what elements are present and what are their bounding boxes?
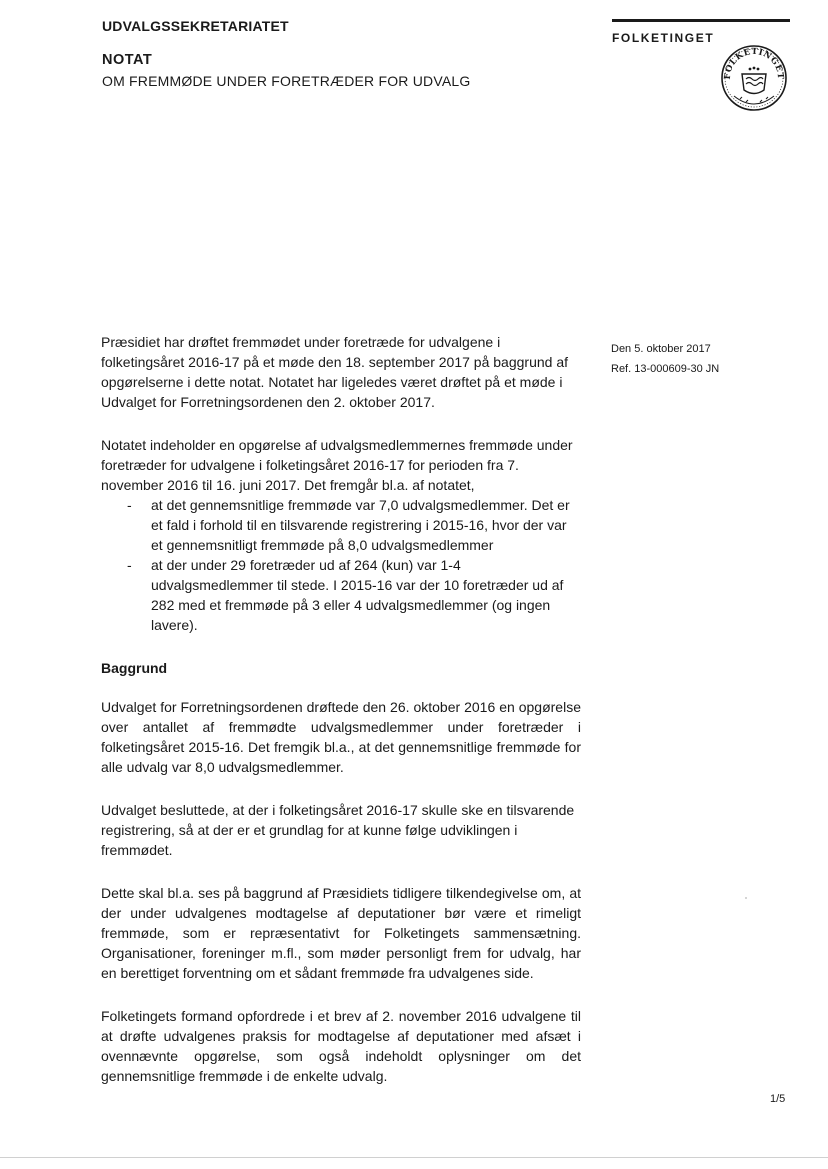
bullet-item: - at det gennemsnitlige fremmøde var 7,0 udvalgsmedlemmer. Det er et fald i forhold til en tilsvarende registrering i 2015-16, hvor der var et gennemsnitligt fremmøde på 8,0 udvalgsmedlemmer <box>151 495 581 555</box>
bullet-item: - at der under 29 foretræder ud af 264 (kun) var 1-4 udvalgsmedlemmer til stede. I 2015-16 var der 10 foretræder ud af 282 med et fremmøde på 3 eller 4 udvalgsmedlemmer (og ingen lavere). <box>151 555 581 635</box>
paragraph-6: Folketingets formand opfordrede i et brev af 2. november 2016 udvalgene til at drøfte udvalgenes praksis for modtagelse af deputationer med afsæt i ovennævnte opgørelse, som også indeholdt oplysninger om det gennemsnitlige fremmøde i de enkelte udvalg. <box>101 1008 581 1084</box>
document-type: NOTAT <box>102 52 153 68</box>
page-number: 1/5 <box>770 1093 786 1105</box>
section-heading: Baggrund <box>101 660 168 676</box>
scan-speck <box>745 897 747 899</box>
paragraph-2: Notatet indeholder en opgørelse af udvalgsmedlemmernes fremmøde under foretræder for udvalgene i folketingsåret 2016-17 for perioden fra 7. november 2016 til 16. juni 2017. Det fremgår bl.a. af notatet, <box>101 437 573 493</box>
document-body <box>101 332 581 1109</box>
document-subtitle: OM FREMMØDE UNDER FORETRÆDER FOR UDVALG <box>102 73 471 89</box>
paragraph-3: Udvalget for Forretningsordenen drøftede den 26. oktober 2016 en opgørelse over antallet af fremmødte udvalgsmedlemmer under foretræder i folketingsåret 2015-16. Det fremgik bl.a., at det gennemsnitlige fremmøde for alle udvalg var 8,0 udvalgsmedlemmer. <box>101 699 581 775</box>
page-bottom-edge <box>0 1157 828 1158</box>
paragraph-1: Præsidiet har drøftet fremmødet under foretræde for udvalgene i folketingsåret 2016-17 på et møde den 18. september 2017 på baggrund af opgørelserne i dette notat. Notatet har ligeledes været drøftet på et møde i Udvalget for Forretningsordenen den 2. oktober 2017. <box>101 334 568 410</box>
seal-text: FOLKETINGET <box>722 46 786 80</box>
folketinget-seal-icon <box>720 44 788 112</box>
paragraph-4: Udvalget besluttede, at der i folketingsåret 2016-17 skulle ske en tilsvarende registrering, så at der er et grundlag for at kunne følge udviklingen i fremmødet. <box>101 802 575 858</box>
document-meta <box>611 339 719 379</box>
paragraph-5: Dette skal bl.a. ses på baggrund af Præsidiets tidligere tilkendegivelse om, at der under udvalgenes modtagelse af deputationer bør være et rimeligt fremmøde, som er repræsentativt for Folketingets sammensætning. Organisationer, foreninger m.fl., som møder personligt frem for udvalg, har en berettiget forventning om et sådant fremmøde fra udvalgenes side. <box>101 885 581 981</box>
document-date: Den 5. oktober 2017 <box>611 343 711 355</box>
svg-text:FOLKETINGET <box>723 47 785 80</box>
header-rule <box>612 19 790 22</box>
summary-bullets <box>101 495 581 635</box>
secretariat-label: UDVALGSSEKRETARIATET <box>102 18 289 34</box>
document-reference: Ref. 13-000609-30 JN <box>611 363 720 375</box>
organization-name: FOLKETINGET <box>612 31 715 45</box>
